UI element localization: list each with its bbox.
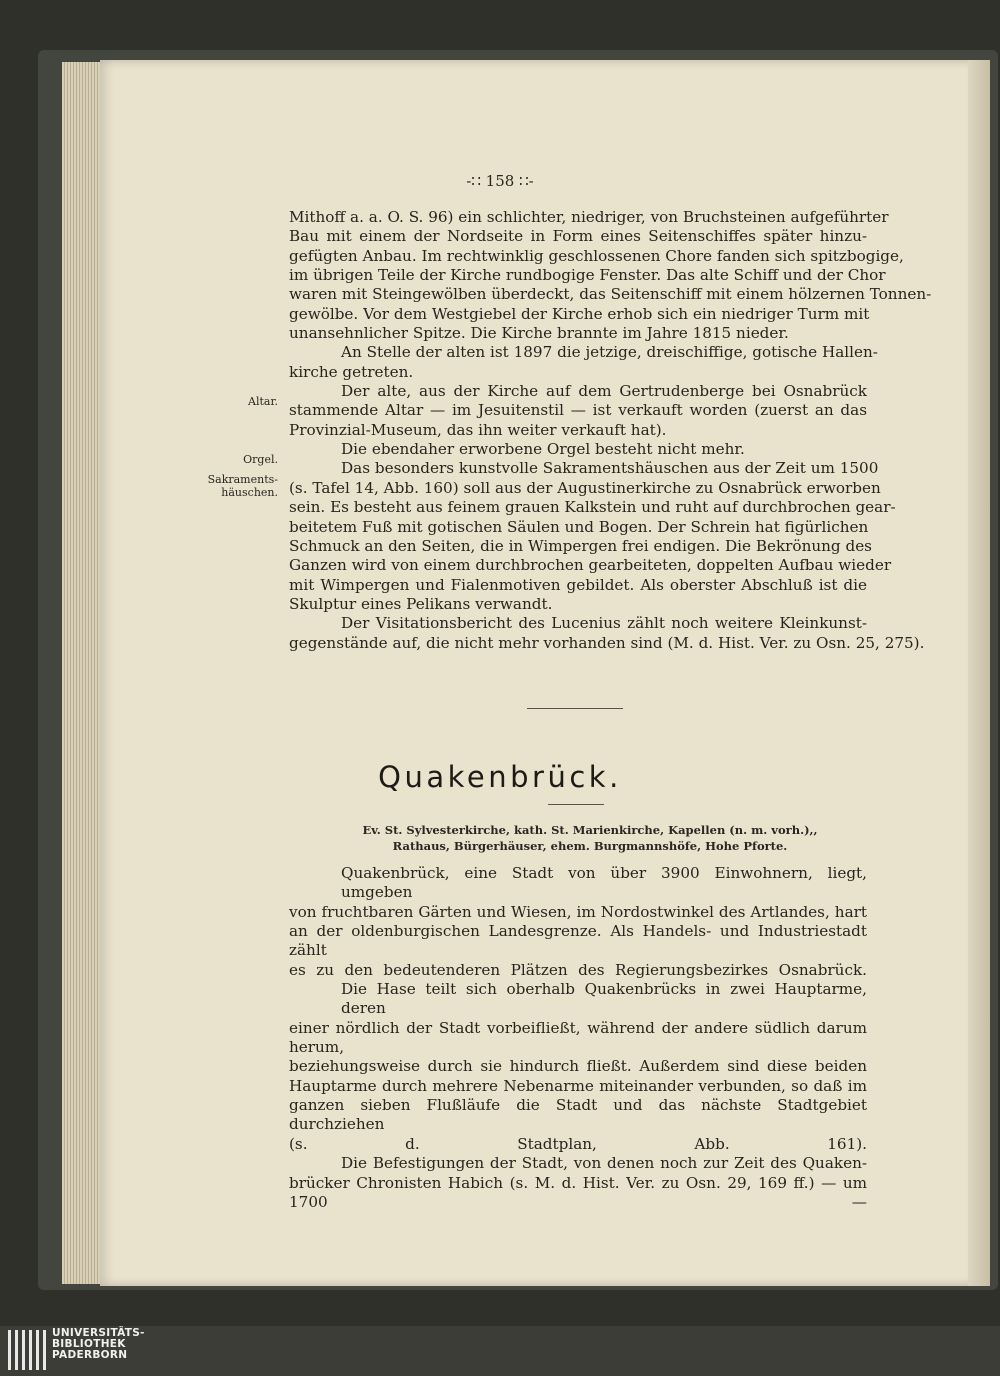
text-line: mit Wimpergen und Fialenmotiven gebildet. Als oberster Abschluß ist die: [289, 575, 867, 594]
logo-line-2: BIBLIOTHEK: [52, 1338, 126, 1350]
margin-note-altar: Altar.: [248, 395, 278, 408]
text-line: einer nördlich der Stadt vorbeifließt, während der andere südlich darum herum,: [289, 1018, 867, 1057]
section-subtitle: [320, 822, 860, 854]
logo-line-1: UNIVERSITÄTS-: [52, 1327, 145, 1339]
text-line: beitetem Fuß mit gotischen Säulen und Bogen. Der Schrein hat figürlichen: [289, 517, 869, 536]
text-line: ganzen sieben Flußläufe die Stadt und das nächste Stadtgebiet durchziehen: [289, 1096, 867, 1134]
text-line: unansehnlicher Spitze. Die Kirche brannte im Jahre 1815 nieder.: [289, 324, 789, 343]
text-line: im übrigen Teile der Kirche rundbogige Fenster. Das alte Schiff und der Chor: [289, 266, 886, 285]
text-line: Die Befestigungen der Stadt, von denen noch zur Zeit des Quaken-: [341, 1154, 867, 1173]
text-line: Schmuck an den Seiten, die in Wimpergen frei endigen. Die Bekrönung des: [289, 536, 872, 555]
footer-bar: [0, 1326, 1000, 1376]
text-line: Die ebendaher erworbene Orgel besteht nicht mehr.: [341, 440, 745, 459]
text-line: beziehungsweise durch sie hindurch fließt. Außerdem sind diese beiden: [289, 1057, 867, 1076]
subtitle-line-2: Rathaus, Bürgerhäuser, ehem. Burgmannshöfe, Hohe Pforte.: [392, 839, 788, 853]
text-line: gefügten Anbau. Im rechtwinklig geschlossenen Chore fanden sich spitzbogige,: [289, 246, 904, 265]
text-line: Provinzial-Museum, das ihn weiter verkauft hat).: [289, 420, 667, 439]
margin-note-orgel: Orgel.: [243, 453, 278, 466]
library-logo-text: [52, 1328, 145, 1361]
section-1-text: [289, 208, 932, 653]
title-underline: [548, 804, 604, 805]
text-line: an der oldenburgischen Landesgrenze. Als Handels- und Industriestadt zählt: [289, 922, 867, 960]
text-line: gewölbe. Vor dem Westgiebel der Kirche erhob sich ein niedriger Turm mit: [289, 304, 870, 323]
page-right-edge: [968, 60, 990, 1286]
page-number: -∷ 158 ∷-: [466, 172, 534, 190]
page-stack-edge: [62, 62, 102, 1284]
text-line: An Stelle der alten ist 1897 die jetzige, dreischiffige, gotische Hallen-: [341, 343, 878, 362]
text-line: waren mit Steingewölben überdeckt, das Seitenschiff mit einem hölzernen Tonnen-: [289, 285, 932, 304]
text-line: Die Hase teilt sich oberhalb Quakenbrücks in zwei Hauptarme, deren: [341, 980, 867, 1018]
section-2-text: [289, 864, 867, 1212]
text-line: Mithoff a. a. O. S. 96) ein schlichter, niedriger, von Bruchsteinen aufgeführter: [289, 208, 889, 226]
text-line: es zu den bedeutenderen Plätzen des Regierungsbezirkes Osnabrück.: [289, 960, 867, 979]
section-divider: [527, 708, 623, 709]
text-line: kirche getreten.: [289, 362, 414, 381]
text-line: Ganzen wird von einem durchbrochen gearbeiteten, doppelten Aufbau wieder: [289, 556, 892, 575]
margin-note-sakraments-2: häuschen.: [221, 486, 278, 499]
text-line: Quakenbrück, eine Stadt von über 3900 Einwohnern, liegt, umgeben: [341, 864, 867, 902]
text-line: Das besonders kunstvolle Sakramentshäuschen aus der Zeit um 1500: [341, 459, 879, 478]
text-line: Der alte, aus der Kirche auf dem Gertrudenberge bei Osnabrück: [341, 382, 867, 401]
text-line: gegenstände auf, die nicht mehr vorhanden sind (M. d. Hist. Ver. zu Osn. 25, 275).: [289, 633, 925, 652]
library-logo-icon: [8, 1330, 48, 1370]
text-line: Bau mit einem der Nordseite in Form eines Seitenschiffes später hinzu-: [289, 227, 867, 246]
logo-line-3: PADERBORN: [52, 1349, 128, 1361]
text-line: (s. Tafel 14, Abb. 160) soll aus der Augustinerkirche zu Osnabrück erworben: [289, 478, 881, 497]
section-title: Quakenbrück.: [378, 760, 622, 794]
text-line: brücker Chronisten Habich (s. M. d. Hist. Ver. zu Osn. 29, 169 ff.) — um 1700 —: [289, 1173, 867, 1211]
text-line: Der Visitationsbericht des Lucenius zählt noch weitere Kleinkunst-: [341, 614, 867, 633]
text-line: Hauptarme durch mehrere Nebenarme miteinander verbunden, so daß im: [289, 1076, 867, 1095]
subtitle-line-1: Ev. St. Sylvesterkirche, kath. St. Marienkirche, Kapellen (n. m. vorh.),,: [362, 823, 818, 837]
text-line: (s. d. Stadtplan, Abb. 161).: [289, 1134, 867, 1153]
text-line: von fruchtbaren Gärten und Wiesen, im Nordostwinkel des Artlandes, hart: [289, 902, 867, 921]
text-line: Skulptur eines Pelikans verwandt.: [289, 594, 553, 613]
text-line: stammende Altar — im Jesuitenstil — ist verkauft worden (zuerst an das: [289, 401, 867, 420]
text-line: sein. Es besteht aus feinem grauen Kalkstein und ruht auf durchbrochen gear-: [289, 498, 896, 517]
margin-note-sakraments-1: Sakraments-: [207, 473, 278, 486]
